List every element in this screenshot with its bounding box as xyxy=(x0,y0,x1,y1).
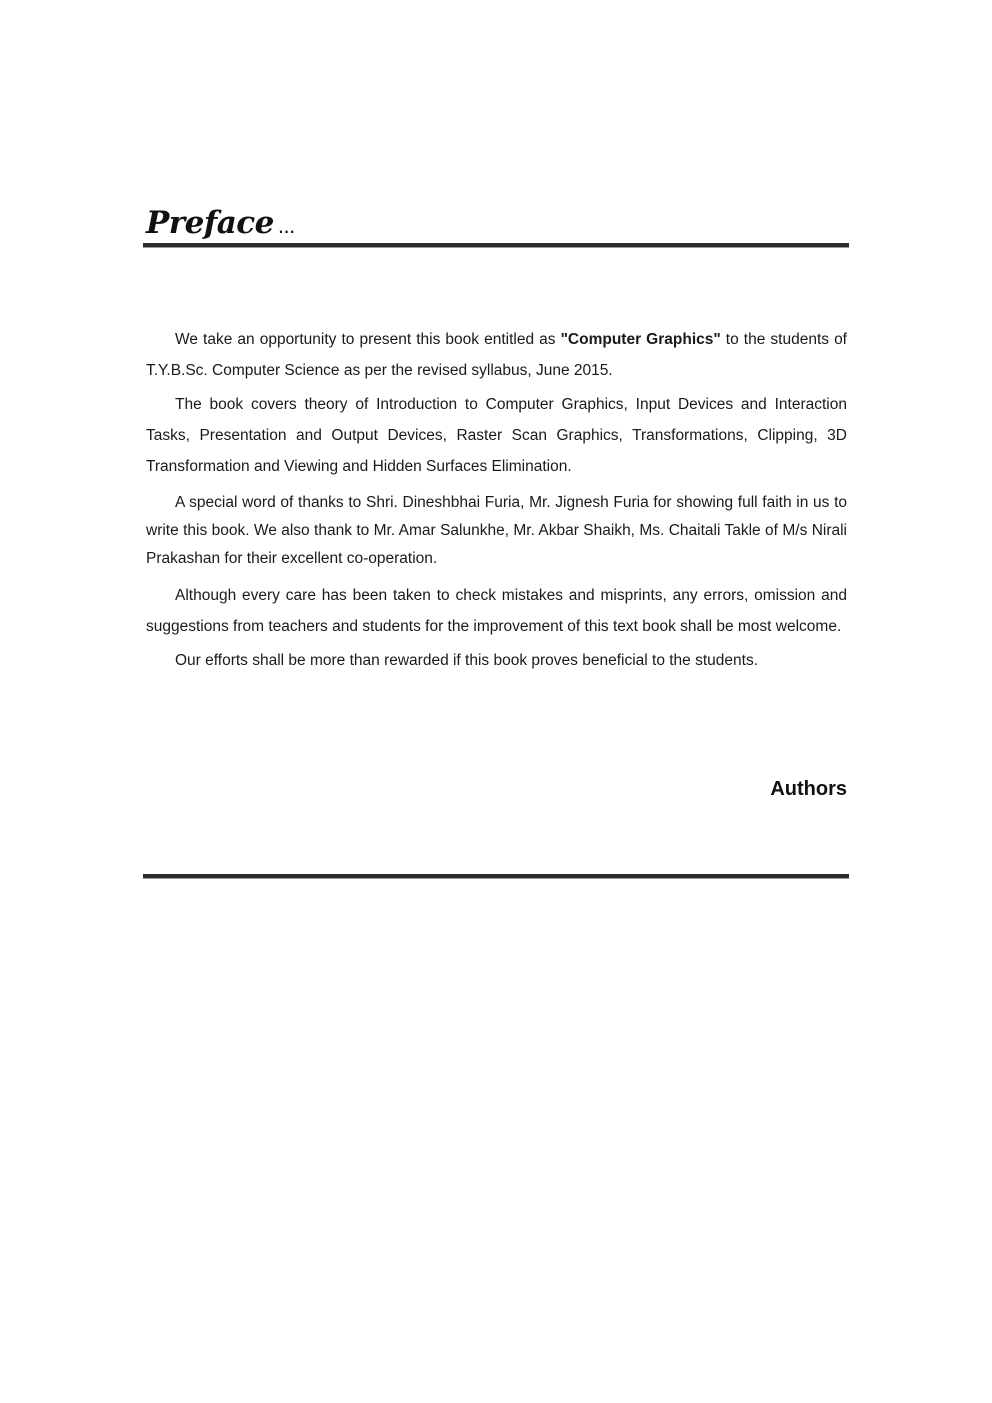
paragraph-2: The book covers theory of Introduction to Computer Graphics, Input Devices and Interaction Tasks, Presentation and Output Devices, Raster Scan Graphics, Transformations, Clipping, 3D Transformation and Viewing and Hidden Surfaces Elimination. xyxy=(146,396,847,475)
book-title: "Computer Graphics" xyxy=(560,331,721,348)
paragraph-3: A special word of thanks to Shri. Dineshbhai Furia, Mr. Jignesh Furia for showing full faith in us to write this book. We also thank to Mr. Amar Salunkhe, Mr. Akbar Shaikh, Ms. Chaitali Takle of M/s Nirali Prakashan for their excellent co-operation. xyxy=(146,494,847,567)
paragraph-5: Our efforts shall be more than rewarded if this book proves beneficial to the students. xyxy=(175,652,759,669)
paragraph-4: Although every care has been taken to check mistakes and misprints, any errors, omission and suggestions from teachers and students for the improvement of this text book shall be most welcome. xyxy=(146,587,847,635)
bottom-divider xyxy=(143,874,849,879)
page-title-ellipsis: ... xyxy=(277,213,295,238)
signature: Authors xyxy=(770,778,847,800)
paragraph-1-end: to the students of T.Y.B.Sc. Computer Science as per the revised syllabus, June 2015. xyxy=(146,331,847,379)
page-title xyxy=(146,203,295,246)
top-divider xyxy=(143,243,849,248)
page-title-text: Preface xyxy=(146,205,274,241)
paragraph-1 xyxy=(146,324,847,386)
paragraph-1-start: We take an opportunity to present this book entitled as xyxy=(175,331,561,348)
preface-body xyxy=(146,324,847,679)
